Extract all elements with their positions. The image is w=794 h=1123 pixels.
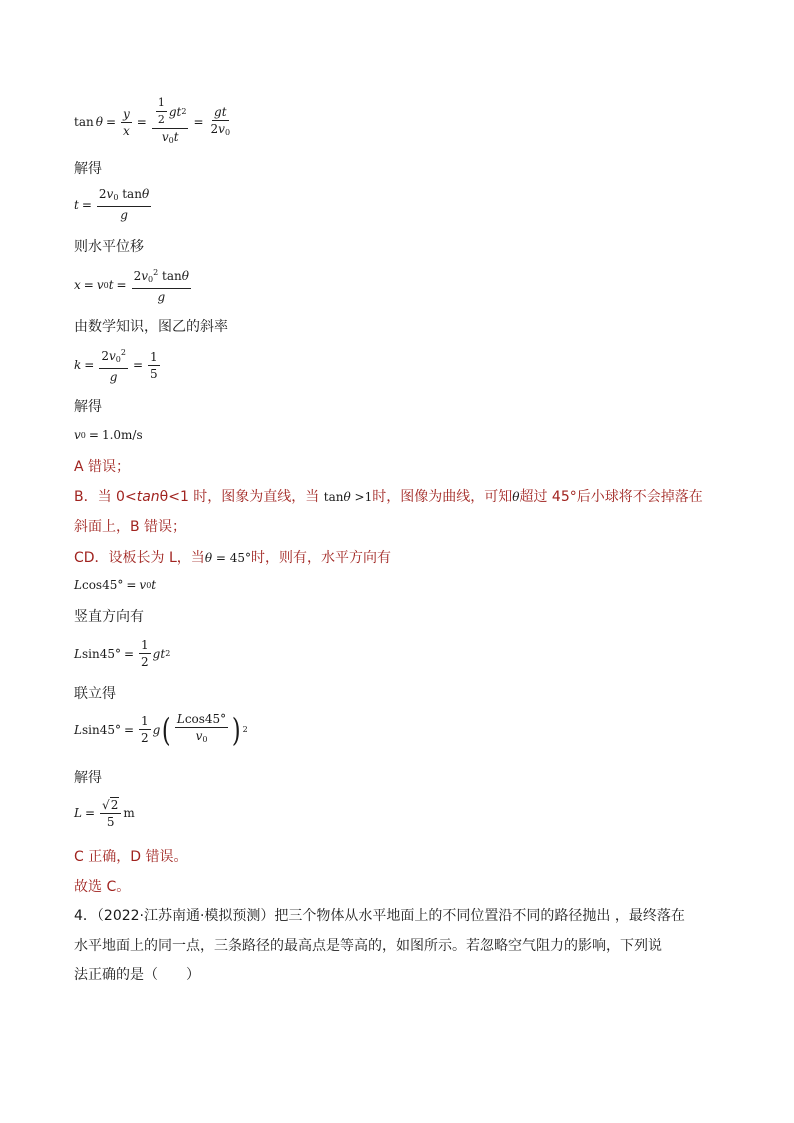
option-cd-line: CD．设板长为 L，当θ = 45°时，则有，水平方向有: [74, 550, 392, 566]
sqrt-argument: 2: [110, 798, 119, 812]
slope-value-num: 1: [150, 349, 158, 364]
option-b-line-1: B．当 0<tanθ<1 时，图象为直线，当 tanθ >1时，图像为曲线，可知θ超过 45°后小球将不会掉落在: [74, 489, 703, 505]
equation-vertical: L sin45° = $\frac{1}{2}$ gt 2: [74, 638, 171, 669]
theta-45-value: 45°: [229, 551, 252, 565]
equation-v0: v 0 = 1.0m/s: [74, 428, 143, 442]
option-a-wrong: A 错误；: [74, 459, 131, 475]
label-solve-1: 解得: [74, 161, 102, 177]
equation-combined: L sin45° = $\frac{1}{2}$ g ( $\frac{Lcos45^\circ}{v_0}$ ) 2: [74, 710, 248, 749]
v0-value: 1.0m/s: [101, 428, 143, 442]
label-solve-2: 解得: [74, 399, 102, 415]
equation-tan-theta: tan θ = $\frac{y}{x}$ = $\frac{1}{2}$ gt 2 $v_0t$ = $\frac{gt}{2v_0}$: [74, 96, 231, 145]
label-slope-intro: 由数学知识，图乙的斜率: [74, 319, 228, 335]
b-text-mid2: 时，图像为曲线，可知: [372, 489, 513, 505]
equation-slope: k = $\frac{2v_0^2}{g}$ = $\frac{1}{5}$: [74, 348, 158, 384]
label-horizontal-displacement: 则水平位移: [74, 239, 144, 255]
question-4-line-3: 法正确的是（ ）: [74, 967, 200, 983]
b-text-tan: tan: [136, 489, 160, 505]
b-text-end: 超过 45°后小球将不会掉落在: [519, 489, 703, 505]
option-b-line-2: 斜面上，B 错误；: [74, 519, 187, 535]
slope-value-den: 5: [150, 366, 158, 381]
equation-horizontal-displacement: x = v 0 t = $\frac{2v_0^2 \tan\theta}{g}$: [74, 268, 189, 304]
option-cd-conclusion: C 正确，D 错误。: [74, 849, 188, 865]
label-vertical: 竖直方向有: [74, 609, 144, 625]
b-text-pre: B．当 0<: [74, 489, 137, 505]
answer-choice: 故选 C。: [74, 879, 131, 895]
equation-time: t = $\frac{2v_0 \tan\theta}{g}$: [74, 187, 150, 222]
question-4-line-2: 水平地面上的同一点，三条路径的最高点是等高的，如图所示。若忽略空气阻力的影响，下列说: [74, 938, 662, 954]
question-4-line-1: 4．（2022·江苏南通·模拟预测）把三个物体从水平地面上的不同位置沿不同的路径抛出 ，最终落在: [74, 908, 685, 924]
equation-length: L = √ 2 5 m: [74, 798, 135, 829]
cd-text-pre: CD．设板长为 L，当: [74, 550, 205, 566]
equation-horizontal: L cos45° = v 0 t: [74, 578, 157, 592]
label-solve-3: 解得: [74, 770, 102, 786]
length-denominator: 5: [106, 815, 115, 829]
label-combine: 联立得: [74, 686, 116, 702]
cd-text-post: 时，则有，水平方向有: [251, 550, 392, 566]
length-unit: m: [123, 806, 135, 820]
b-text-mid: θ<1 时，图象为直线，当: [159, 489, 320, 505]
